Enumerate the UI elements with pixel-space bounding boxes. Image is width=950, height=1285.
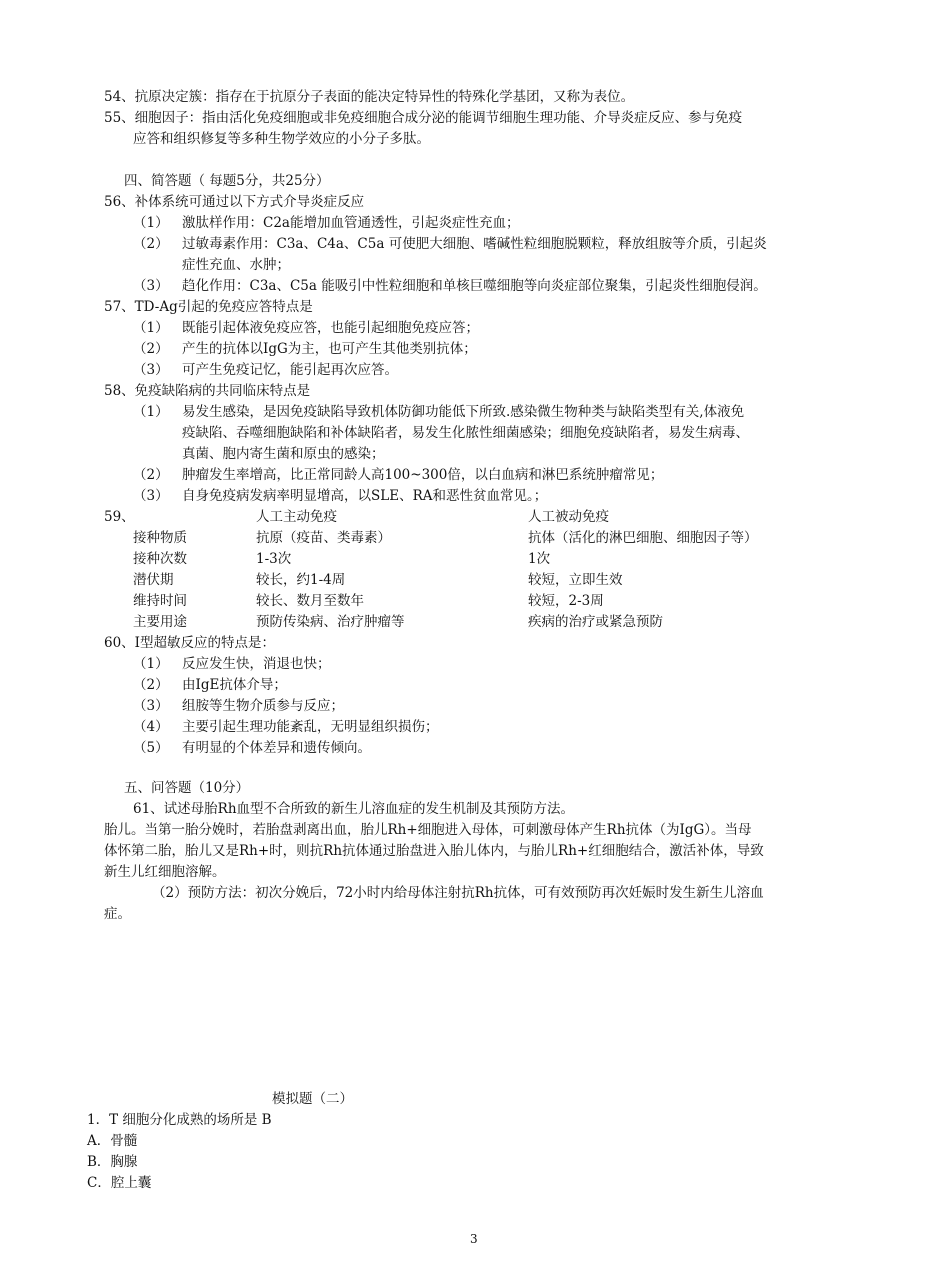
q57-item-2-num: （2）: [133, 341, 169, 357]
q59-cell-passive: 疾病的治疗或紧急预防: [528, 614, 663, 630]
q59-column-header-active: 人工主动免疫: [256, 509, 337, 525]
q57-item-1-text: 既能引起体液免疫应答，也能引起细胞免疫应答；: [182, 320, 479, 336]
q56-item-2-text: 过敏毒素作用：C3a、C4a、C5a 可使肥大细胞、嗜碱性粒细胞脱颗粒，释放组胺等介质，引起炎: [182, 236, 767, 252]
mock-question-1: 1．T 细胞分化成熟的场所是 B: [87, 1112, 272, 1128]
q56-item-3-num: （3）: [133, 278, 169, 294]
q60-item-1-num: （1）: [133, 656, 169, 672]
mock-option-c: C．腔上囊: [87, 1175, 152, 1191]
q58-item-1-continued: 疫缺陷、吞噬细胞缺陷和补体缺陷者，易发生化脓性细菌感染；细胞免疫缺陷者，易发生病毒、: [182, 425, 749, 441]
q60-item-1-text: 反应发生快，消退也快；: [182, 656, 331, 672]
question-57-title: 57、TD-Ag引起的免疫应答特点是: [104, 299, 313, 315]
q58-item-1-continued-2: 真菌、胞内寄生菌和原虫的感染；: [182, 446, 385, 462]
q59-row-label: 接种次数: [133, 551, 187, 567]
q58-item-2-num: （2）: [133, 467, 169, 483]
question-56-title: 56、补体系统可通过以下方式介导炎症反应: [104, 194, 365, 210]
q60-item-2-text: 由IgE抗体介导；: [182, 677, 287, 693]
answer-61-paragraph-1: 胎儿。当第一胎分娩时，若胎盘剥离出血，胎儿Rh+细胞进入母体，可刺激母体产生Rh抗体（为IgG）。当母: [104, 822, 752, 838]
q56-item-3-text: 趋化作用：C3a、C5a 能吸引中性粒细胞和单核巨噬细胞等向炎症部位聚集，引起炎性细胞侵润。: [182, 278, 767, 294]
answer-61-paragraph-2-line-2: 症。: [104, 906, 131, 922]
q57-item-1-num: （1）: [133, 320, 169, 336]
question-58-title: 58、免疫缺陷病的共同临床特点是: [104, 383, 311, 399]
q59-cell-passive: 1次: [528, 551, 551, 567]
q56-item-2-num: （2）: [133, 236, 169, 252]
page-number: 3: [470, 1232, 478, 1246]
q59-cell-active: 预防传染病、治疗肿瘤等: [256, 614, 405, 630]
q58-item-3-text: 自身免疫病发病率明显增高，以SLE、RA和恶性贫血常见。；: [182, 488, 548, 504]
q59-row-label: 维持时间: [133, 593, 187, 609]
q60-item-2-num: （2）: [133, 677, 169, 693]
q60-item-5-num: （5）: [133, 740, 169, 756]
mock-exam-title: 模拟题（二）: [272, 1091, 353, 1107]
question-61-title: 61、试述母胎Rh血型不合所致的新生儿溶血症的发生机制及其预防方法。: [133, 801, 575, 817]
section-heading-essay: 五、问答题（10分）: [124, 780, 250, 796]
mock-option-a: A．骨髓: [87, 1133, 138, 1149]
q59-row-label: 接种物质: [133, 530, 187, 546]
q57-item-3-num: （3）: [133, 362, 169, 378]
question-60-title: 60、I型超敏反应的特点是：: [104, 635, 276, 651]
q59-cell-active: 较长，约1-4周: [256, 572, 346, 588]
q59-column-header-passive: 人工被动免疫: [528, 509, 609, 525]
q56-item-2-continued: 症性充血、水肿；: [182, 257, 290, 273]
q59-cell-active: 1-3次: [256, 551, 292, 567]
q58-item-3-num: （3）: [133, 488, 169, 504]
question-59-number: 59、: [104, 509, 135, 525]
answer-61-paragraph-2: （2）预防方法：初次分娩后，72小时内给母体注射抗Rh抗体，可有效预防再次妊娠时发生新生儿溶血: [152, 885, 764, 901]
q57-item-2-text: 产生的抗体以IgG为主，也可产生其他类别抗体；: [182, 341, 477, 357]
q58-item-1-num: （1）: [133, 404, 169, 420]
q60-item-3-text: 组胺等生物介质参与反应；: [182, 698, 344, 714]
q59-cell-active: 较长、数月至数年: [256, 593, 364, 609]
q60-item-5-text: 有明显的个体差异和遗传倾向。: [182, 740, 371, 756]
definition-55: 55、细胞因子：指由活化免疫细胞或非免疫细胞合成分泌的能调节细胞生理功能、介导炎症反应、参与免疫: [104, 110, 743, 126]
q60-item-4-text: 主要引起生理功能紊乱，无明显组织损伤；: [182, 719, 439, 735]
q60-item-3-num: （3）: [133, 698, 169, 714]
answer-61-paragraph-1-line-3: 新生儿红细胞溶解。: [104, 864, 226, 880]
q56-item-1-num: （1）: [133, 215, 169, 231]
answer-61-paragraph-1-line-2: 体怀第二胎，胎儿又是Rh+时，则抗Rh抗体通过胎盘进入胎儿体内，与胎儿Rh+红细胞结合，激活补体，导致: [104, 843, 764, 859]
q58-item-1-text: 易发生感染，是因免疫缺陷导致机体防御功能低下所致.感染微生物种类与缺陷类型有关,体液免: [182, 404, 745, 420]
q56-item-1-text: 激肽样作用：C2a能增加血管通透性，引起炎症性充血；: [182, 215, 520, 231]
q59-cell-passive: 较短，立即生效: [528, 572, 623, 588]
q58-item-2-text: 肿瘤发生率增高，比正常同龄人高100~300倍，以白血病和淋巴系统肿瘤常见；: [182, 467, 664, 483]
q60-item-4-num: （4）: [133, 719, 169, 735]
definition-55-continued: 应答和组织修复等多种生物学效应的小分子多肽。: [133, 131, 430, 147]
q59-cell-passive: 抗体（活化的淋巴细胞、细胞因子等）: [528, 530, 758, 546]
q59-cell-active: 抗原（疫苗、类毒素）: [256, 530, 391, 546]
definition-54: 54、抗原决定簇：指存在于抗原分子表面的能决定特异性的特殊化学基团，又称为表位。: [104, 89, 635, 105]
q59-row-label: 主要用途: [133, 614, 187, 630]
q59-cell-passive: 较短，2-3周: [528, 593, 604, 609]
q59-row-label: 潜伏期: [133, 572, 174, 588]
section-heading-short-answer: 四、简答题（ 每题5分，共25分）: [124, 173, 330, 189]
q57-item-3-text: 可产生免疫记忆，能引起再次应答。: [182, 362, 398, 378]
mock-option-b: B．胸腺: [87, 1154, 138, 1170]
